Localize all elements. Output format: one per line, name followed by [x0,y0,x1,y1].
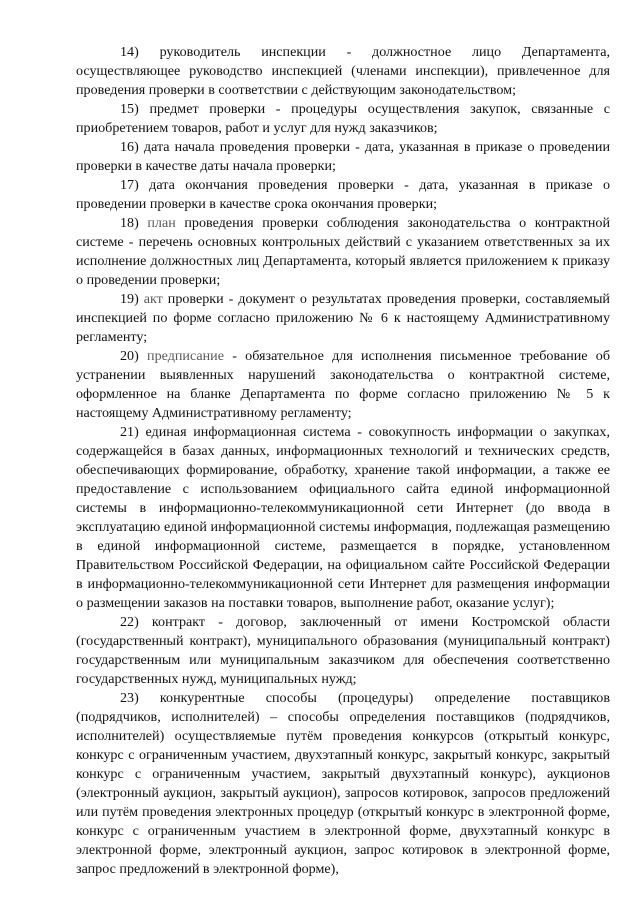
paragraph-19 [76,290,610,347]
paragraph-20 [76,347,610,423]
paragraph-text: проведения проверки соблюдения законодательства о контрактной системе - перечень основных контрольных действий с указанием ответственных за их исполнение должностных лиц Департамента, который является приложением к приказу о проведении проверки; [76,215,611,288]
paragraph-number: 20) [120,348,139,364]
paragraph-14 [76,43,610,100]
paragraph-number: 19) [120,291,139,307]
paragraph-number: 16) [120,139,139,155]
paragraph-number: 21) [120,424,139,440]
paragraph-number: 22) [120,614,139,630]
paragraph-number: 15) [120,101,139,117]
paragraph-number: 18) [120,215,139,231]
paragraph-text: контракт - договор, заключенный от имени Костромской области (государственный контракт), муниципального образования (муниципальный контракт) государственным или муниципальным заказчиком для обеспечения соответственно государственных нужд, муниципальных нужд; [76,614,610,687]
paragraph-16 [76,138,610,176]
paragraph-text: предмет проверки - процедуры осуществления закупок, связанные с приобретением товаров, работ и услуг для нужд заказчиков; [76,101,611,136]
paragraph-number: 17) [120,177,139,193]
paragraph-18 [76,214,610,290]
paragraph-text: единая информационная система - совокупность информации о закупках, содержащейся в базах данных, информационных технологий и технических средств, обеспечивающих формирование, обработку, хранение такой информации, а также ее предоставление с использованием официального сайта единой информационной системы в информационно-телекоммуникационной сети Интернет (до ввода в эксплуатацию единой информационной системы информация, подлежащая размещению в единой информационной системе, размещается в порядке, установленном Правительством Российской Федерации, на официальном сайте Российской Федерации в информационно-телекоммуникационной сети Интернет для размещения информации о размещении заказов на поставки товаров, выполнение работ, оказание услуг); [76,424,610,611]
term-link-prescription[interactable]: предписание [147,348,224,364]
paragraph-text: - обязательное для исполнения письменное требование об устранении выявленных нарушений законодательства о контрактной системе, оформленное на бланке Департамента по форме согласно приложению № 5 к настоящему Административному регламенту; [76,348,610,421]
paragraph-text: дата окончания проведения проверки - дата, указанная в приказе о проведении проверки в качестве срока окончания проверки; [76,177,610,212]
paragraph-15 [76,100,610,138]
paragraph-text: руководитель инспекции - должностное лицо Департамента, осуществляющее руководство инспекцией (членами инспекции), привлеченное для проведения проверки в соответствии с действующим законодательством; [76,44,610,98]
paragraph-17 [76,176,610,214]
term-link-plan[interactable]: план [147,215,176,231]
paragraph-22 [76,613,610,689]
paragraph-number: 23) [120,690,139,706]
paragraph-number: 14) [120,44,139,60]
paragraph-text: проверки - документ о результатах проведения проверки, составляемый инспекцией по форме согласно приложению № 6 к настоящему Административному регламенту; [76,291,610,345]
term-link-act[interactable]: акт [143,291,163,307]
paragraph-23 [76,689,610,879]
document-page [76,43,610,879]
paragraph-21 [76,423,610,613]
paragraph-text: дата начала проведения проверки - дата, указанная в приказе о проведении проверки в качестве даты начала проверки; [76,139,610,174]
paragraph-text: конкурентные способы (процедуры) определение поставщиков (подрядчиков, исполнителей) – способы определения поставщиков (подрядчиков, исполнителей) осуществляемые путём проведения конкурсов (открытый конкурс, конкурс с ограниченным участием, двухэтапный конкурс, закрытый конкурс, закрытый конкурс с ограниченным участием, закрытый двухэтапный конкурс), аукционов (электронный аукцион, закрытый аукцион), запросов котировок, запросов предложений или путём проведения электронных процедур (открытый конкурс в электронной форме, конкурс с ограниченным участием в электронной форме, двухэтапный конкурс в электронной форме, электронный аукцион, запрос котировок в электронной форме, запрос предложений в электронной форме), [76,690,610,877]
